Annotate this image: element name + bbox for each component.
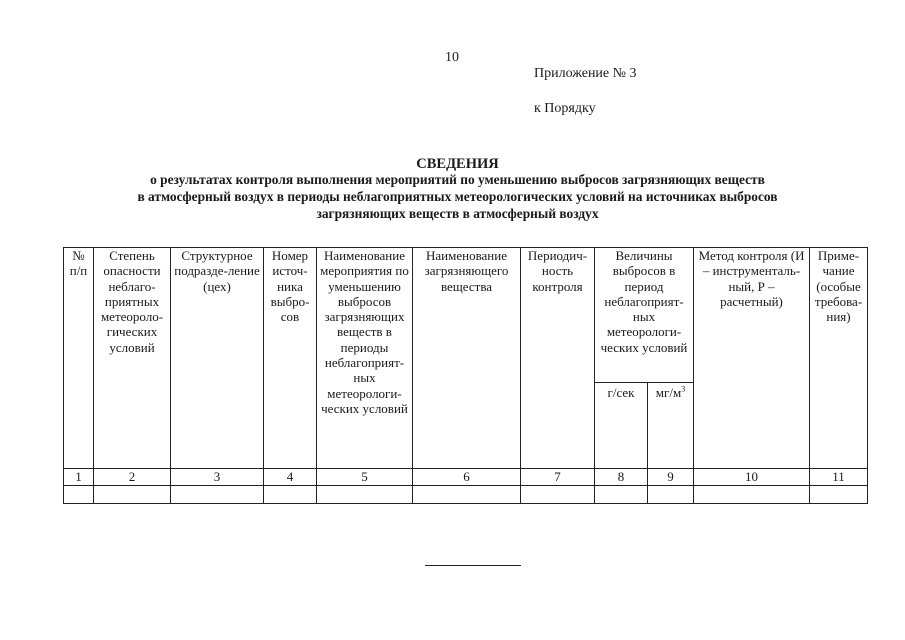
empty-cell [694,486,810,504]
document-subtitle [60,171,855,222]
emissions-control-table [63,247,868,504]
page-number: 10 [445,50,459,65]
footer-divider [425,565,521,566]
col-header-emission-values: Величины выбросов в период неблагоприят-ных метеорологи-ческих условий [595,248,694,383]
empty-cell [264,486,317,504]
col-header-source-number: Номер источ-ника выбро-сов [264,248,317,469]
column-number-cell: 8 [595,469,648,486]
col-header-structural-unit: Структурное подразде-ление (цех) [171,248,264,469]
column-number-cell: 9 [648,469,694,486]
col-header-control-method: Метод контроля (И – инструменталь-ный, Р – расчетный) [694,248,810,469]
column-number-cell: 5 [317,469,413,486]
empty-cell [94,486,171,504]
empty-cell [413,486,521,504]
col-header-measure-name: Наименование мероприятия по уменьшению выбросов загрязняющих веществ в периоды неблагоприят-ных метеорологи-ческих условий [317,248,413,469]
empty-cell [595,486,648,504]
column-number-cell: 6 [413,469,521,486]
col-header-number: № п/п [64,248,94,469]
subcol-header-g-per-sec: г/сек [595,383,648,469]
empty-cell [648,486,694,504]
document-title: СВЕДЕНИЯ [416,156,499,172]
empty-cell [810,486,868,504]
empty-cell [171,486,264,504]
column-number-cell: 1 [64,469,94,486]
empty-cell [64,486,94,504]
empty-cell [521,486,595,504]
empty-cell [317,486,413,504]
col-header-note: Приме-чание (особые требова-ния) [810,248,868,469]
col-header-control-frequency: Периодич-ность контроля [521,248,595,469]
appendix-label: Приложение № 3 [534,66,637,81]
column-number-cell: 11 [810,469,868,486]
column-number-cell: 7 [521,469,595,486]
column-number-cell: 3 [171,469,264,486]
subtitle-line-1: о результатах контроля выполнения мероприятий по уменьшению выбросов загрязняющих веществ [150,172,765,187]
to-order-label: к Порядку [534,101,596,116]
subcol-header-mg-per-m3: $мг/м^3$ [648,383,694,469]
table-row [64,486,868,504]
subtitle-line-3: загрязняющих веществ в атмосферный воздух [316,206,599,221]
column-number-cell: 2 [94,469,171,486]
column-number-cell: 4 [264,469,317,486]
col-header-pollutant-name: Наименование загрязняющего вещества [413,248,521,469]
col-header-hazard-degree: Степень опасности неблаго-приятных метеороло-гических условий [94,248,171,469]
subtitle-line-2: в атмосферный воздух в периоды неблагоприятных метеорологических условий на источниках выбросов [137,189,778,204]
column-number-cell: 10 [694,469,810,486]
